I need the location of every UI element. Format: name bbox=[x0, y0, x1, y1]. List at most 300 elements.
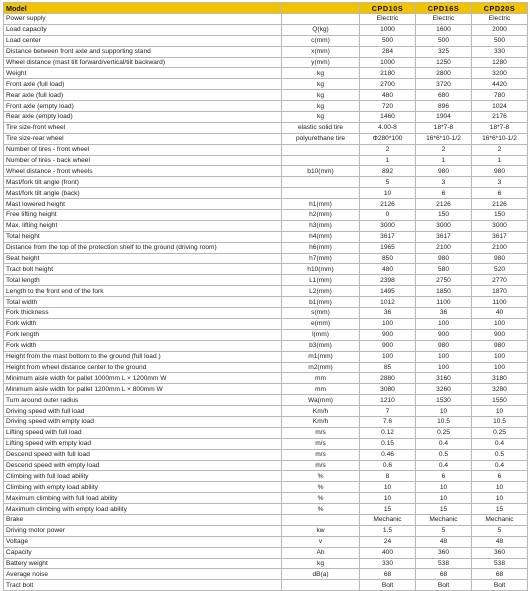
spec-value-cell: 330 bbox=[360, 558, 416, 569]
spec-unit-cell: elastic solid tire bbox=[282, 122, 360, 133]
spec-value-cell: 6 bbox=[472, 188, 528, 199]
spec-value-cell: 680 bbox=[416, 90, 472, 101]
spec-value-cell: 1100 bbox=[472, 297, 528, 308]
spec-value-cell: 2100 bbox=[472, 242, 528, 253]
spec-name-cell: Minimum aisle width for pallet 1000mm L × 1200mm W bbox=[4, 373, 282, 384]
spec-unit-cell: m/s bbox=[282, 460, 360, 471]
spec-table bbox=[3, 2, 528, 591]
spec-value-cell: 980 bbox=[472, 253, 528, 264]
spec-name-cell: Front axle (full load) bbox=[4, 79, 282, 90]
spec-value-cell: 1000 bbox=[360, 57, 416, 68]
spec-unit-cell: v bbox=[282, 536, 360, 547]
spec-name-cell: Maximum climbing with full load ability bbox=[4, 493, 282, 504]
spec-unit-cell bbox=[282, 155, 360, 166]
spec-value-cell: 1965 bbox=[360, 242, 416, 253]
spec-value-cell: 2 bbox=[416, 144, 472, 155]
spec-unit-cell: h6(mm) bbox=[282, 242, 360, 253]
spec-value-cell: 100 bbox=[360, 318, 416, 329]
spec-unit-cell: kg bbox=[282, 79, 360, 90]
spec-value-cell: 10 bbox=[472, 482, 528, 493]
spec-value-cell: 0 bbox=[360, 210, 416, 221]
spec-unit-cell: c(mm) bbox=[282, 35, 360, 46]
spec-name-cell: Distance between front axle and supporting stand bbox=[4, 46, 282, 57]
spec-unit-cell bbox=[282, 14, 360, 25]
spec-value-cell: 980 bbox=[416, 253, 472, 264]
spec-value-cell: Bolt bbox=[416, 580, 472, 591]
table-row bbox=[4, 264, 528, 275]
spec-value-cell: 2750 bbox=[416, 275, 472, 286]
spec-table-header bbox=[4, 3, 528, 14]
spec-value-cell: 500 bbox=[472, 35, 528, 46]
spec-unit-cell: m/s bbox=[282, 438, 360, 449]
spec-value-cell: 2 bbox=[360, 144, 416, 155]
spec-value-cell: 850 bbox=[360, 253, 416, 264]
spec-value-cell: 100 bbox=[472, 351, 528, 362]
table-row bbox=[4, 329, 528, 340]
spec-value-cell: 0.12 bbox=[360, 427, 416, 438]
table-row bbox=[4, 112, 528, 123]
table-row bbox=[4, 373, 528, 384]
spec-value-cell: 1100 bbox=[416, 297, 472, 308]
table-row bbox=[4, 24, 528, 35]
spec-value-cell: Mechanic bbox=[360, 514, 416, 525]
spec-value-cell: 892 bbox=[360, 166, 416, 177]
spec-value-cell: 85 bbox=[360, 362, 416, 373]
spec-value-cell: 8 bbox=[360, 471, 416, 482]
spec-value-cell: 6 bbox=[416, 188, 472, 199]
table-row bbox=[4, 220, 528, 231]
spec-value-cell: 0.25 bbox=[416, 427, 472, 438]
spec-value-cell: 6 bbox=[416, 471, 472, 482]
spec-value-cell: 538 bbox=[416, 558, 472, 569]
spec-value-cell: 2700 bbox=[360, 79, 416, 90]
spec-value-cell: 48 bbox=[472, 536, 528, 547]
spec-unit-cell: L1(mm) bbox=[282, 275, 360, 286]
spec-value-cell: 150 bbox=[416, 210, 472, 221]
spec-value-cell: 1550 bbox=[472, 395, 528, 406]
table-row bbox=[4, 308, 528, 319]
table-row bbox=[4, 427, 528, 438]
spec-value-cell: 3720 bbox=[416, 79, 472, 90]
spec-value-cell: 10.5 bbox=[472, 416, 528, 427]
spec-value-cell: 40 bbox=[472, 308, 528, 319]
model-column-header: CPD20S bbox=[472, 3, 528, 14]
spec-value-cell: 2 bbox=[472, 144, 528, 155]
spec-value-cell: 284 bbox=[360, 46, 416, 57]
spec-unit-cell: h1(mm) bbox=[282, 199, 360, 210]
spec-value-cell: 100 bbox=[360, 351, 416, 362]
spec-value-cell: 2176 bbox=[472, 112, 528, 123]
spec-value-cell: 1460 bbox=[360, 112, 416, 123]
spec-unit-cell: % bbox=[282, 471, 360, 482]
spec-value-cell: 1210 bbox=[360, 395, 416, 406]
spec-value-cell: Bolt bbox=[360, 580, 416, 591]
spec-name-cell: Number of tires - front wheel bbox=[4, 144, 282, 155]
table-row bbox=[4, 340, 528, 351]
spec-value-cell: 2000 bbox=[472, 24, 528, 35]
spec-value-cell: 980 bbox=[472, 340, 528, 351]
spec-value-cell: 1280 bbox=[472, 57, 528, 68]
spec-value-cell: 1.5 bbox=[360, 525, 416, 536]
spec-unit-cell: polyurethane tire bbox=[282, 133, 360, 144]
spec-value-cell: 0.4 bbox=[472, 438, 528, 449]
spec-unit-cell: % bbox=[282, 493, 360, 504]
spec-value-cell: 2880 bbox=[360, 373, 416, 384]
spec-value-cell: 3000 bbox=[472, 220, 528, 231]
spec-value-cell: 538 bbox=[472, 558, 528, 569]
spec-name-cell: Mast/fork tilt angle (front) bbox=[4, 177, 282, 188]
table-row bbox=[4, 558, 528, 569]
spec-unit-cell: h3(mm) bbox=[282, 220, 360, 231]
table-row bbox=[4, 395, 528, 406]
table-row bbox=[4, 275, 528, 286]
spec-value-cell: 3160 bbox=[416, 373, 472, 384]
spec-value-cell: 6 bbox=[472, 471, 528, 482]
spec-value-cell: 10 bbox=[360, 493, 416, 504]
model-header: Model bbox=[4, 3, 282, 14]
table-row bbox=[4, 504, 528, 515]
spec-value-cell: 325 bbox=[416, 46, 472, 57]
table-row bbox=[4, 384, 528, 395]
spec-unit-cell: kg bbox=[282, 558, 360, 569]
spec-value-cell: 10 bbox=[416, 493, 472, 504]
spec-value-cell: 5 bbox=[472, 525, 528, 536]
spec-value-cell: 3617 bbox=[472, 231, 528, 242]
table-row bbox=[4, 90, 528, 101]
spec-value-cell: 980 bbox=[416, 340, 472, 351]
spec-name-cell: Brake bbox=[4, 514, 282, 525]
spec-unit-cell: % bbox=[282, 482, 360, 493]
spec-unit-cell: e(mm) bbox=[282, 318, 360, 329]
spec-value-cell: 0.4 bbox=[472, 460, 528, 471]
spec-value-cell: 1495 bbox=[360, 286, 416, 297]
table-row bbox=[4, 482, 528, 493]
table-row bbox=[4, 253, 528, 264]
spec-unit-cell: kg bbox=[282, 68, 360, 79]
spec-value-cell: 5 bbox=[360, 177, 416, 188]
spec-value-cell: 1250 bbox=[416, 57, 472, 68]
spec-value-cell: 36 bbox=[360, 308, 416, 319]
table-row bbox=[4, 46, 528, 57]
spec-name-cell: Climbing with empty load ability bbox=[4, 482, 282, 493]
spec-unit-cell: Km/h bbox=[282, 406, 360, 417]
spec-value-cell: 900 bbox=[360, 329, 416, 340]
spec-value-cell: Electric bbox=[472, 14, 528, 25]
spec-value-cell: 0.46 bbox=[360, 449, 416, 460]
table-row bbox=[4, 536, 528, 547]
table-row bbox=[4, 449, 528, 460]
spec-name-cell: Tire size-front wheel bbox=[4, 122, 282, 133]
spec-unit-cell: l(mm) bbox=[282, 329, 360, 340]
spec-value-cell: 3617 bbox=[360, 231, 416, 242]
spec-name-cell: Minimum aisle width for pallet 1200mm L × 800mm W bbox=[4, 384, 282, 395]
spec-value-cell: 1870 bbox=[472, 286, 528, 297]
table-row bbox=[4, 210, 528, 221]
spec-value-cell: 3000 bbox=[360, 220, 416, 231]
spec-name-cell: Capacity bbox=[4, 547, 282, 558]
spec-name-cell: Load capacity bbox=[4, 24, 282, 35]
table-row bbox=[4, 416, 528, 427]
spec-name-cell: Tire size-rear wheel bbox=[4, 133, 282, 144]
table-row bbox=[4, 286, 528, 297]
spec-unit-cell: kg bbox=[282, 112, 360, 123]
spec-value-cell: 900 bbox=[472, 329, 528, 340]
spec-value-cell: 0.5 bbox=[416, 449, 472, 460]
spec-name-cell: Fork width bbox=[4, 318, 282, 329]
spec-unit-cell: h4(mm) bbox=[282, 231, 360, 242]
spec-value-cell: 68 bbox=[416, 569, 472, 580]
spec-name-cell: Total width bbox=[4, 297, 282, 308]
spec-value-cell: 2126 bbox=[472, 199, 528, 210]
spec-value-cell: 330 bbox=[472, 46, 528, 57]
table-row bbox=[4, 155, 528, 166]
spec-unit-cell: Ah bbox=[282, 547, 360, 558]
spec-value-cell: 980 bbox=[472, 166, 528, 177]
spec-name-cell: Load center bbox=[4, 35, 282, 46]
spec-value-cell: 7 bbox=[360, 406, 416, 417]
spec-unit-cell: h2(mm) bbox=[282, 210, 360, 221]
spec-unit-cell: dB(a) bbox=[282, 569, 360, 580]
table-row bbox=[4, 471, 528, 482]
spec-value-cell: 7.6 bbox=[360, 416, 416, 427]
spec-value-cell: 3280 bbox=[472, 384, 528, 395]
spec-value-cell: 0.15 bbox=[360, 438, 416, 449]
spec-name-cell: Descend speed with empty load bbox=[4, 460, 282, 471]
spec-name-cell: Free lifting height bbox=[4, 210, 282, 221]
spec-name-cell: Descend speed with full load bbox=[4, 449, 282, 460]
spec-value-cell: 100 bbox=[416, 351, 472, 362]
spec-value-cell: 100 bbox=[416, 318, 472, 329]
spec-value-cell: 4420 bbox=[472, 79, 528, 90]
spec-value-cell: 68 bbox=[472, 569, 528, 580]
spec-value-cell: 720 bbox=[360, 101, 416, 112]
spec-value-cell: 480 bbox=[360, 90, 416, 101]
spec-value-cell: 1 bbox=[360, 155, 416, 166]
spec-value-cell: 18*7-8 bbox=[472, 122, 528, 133]
table-row bbox=[4, 493, 528, 504]
spec-name-cell: Mast/fork tilt angle (back) bbox=[4, 188, 282, 199]
spec-unit-cell: m/s bbox=[282, 427, 360, 438]
spec-value-cell: 580 bbox=[416, 264, 472, 275]
spec-name-cell: Rear axle (empty load) bbox=[4, 112, 282, 123]
spec-name-cell: Turn around outer radius bbox=[4, 395, 282, 406]
spec-value-cell: 980 bbox=[416, 166, 472, 177]
table-row bbox=[4, 231, 528, 242]
spec-value-cell: 896 bbox=[416, 101, 472, 112]
spec-name-cell: Total length bbox=[4, 275, 282, 286]
spec-name-cell: Max. lifting height bbox=[4, 220, 282, 231]
spec-value-cell: 2126 bbox=[416, 199, 472, 210]
spec-unit-cell: m1(mm) bbox=[282, 351, 360, 362]
spec-unit-cell: b10(mm) bbox=[282, 166, 360, 177]
table-row bbox=[4, 569, 528, 580]
spec-name-cell: Voltage bbox=[4, 536, 282, 547]
spec-unit-cell: Km/h bbox=[282, 416, 360, 427]
spec-name-cell: Seat height bbox=[4, 253, 282, 264]
spec-value-cell: 500 bbox=[416, 35, 472, 46]
spec-value-cell: 0.4 bbox=[416, 438, 472, 449]
table-row bbox=[4, 35, 528, 46]
spec-unit-cell bbox=[282, 580, 360, 591]
spec-value-cell: 900 bbox=[416, 329, 472, 340]
spec-name-cell: Wheel distance - front wheels bbox=[4, 166, 282, 177]
spec-value-cell: 24 bbox=[360, 536, 416, 547]
model-column-header: CPD10S bbox=[360, 3, 416, 14]
spec-value-cell: 520 bbox=[472, 264, 528, 275]
spec-value-cell: 16*6*10-1/2 bbox=[416, 133, 472, 144]
spec-name-cell: Rear axle (full load) bbox=[4, 90, 282, 101]
spec-value-cell: 2180 bbox=[360, 68, 416, 79]
table-row bbox=[4, 166, 528, 177]
spec-value-cell: 48 bbox=[416, 536, 472, 547]
spec-value-cell: Φ280*100 bbox=[360, 133, 416, 144]
spec-value-cell: 3260 bbox=[416, 384, 472, 395]
spec-name-cell: Driving speed with empty load bbox=[4, 416, 282, 427]
spec-value-cell: 10 bbox=[360, 482, 416, 493]
spec-name-cell: Fork thickness bbox=[4, 308, 282, 319]
spec-value-cell: 1024 bbox=[472, 101, 528, 112]
spec-value-cell: 10.5 bbox=[416, 416, 472, 427]
spec-value-cell: 1000 bbox=[360, 24, 416, 35]
table-row bbox=[4, 68, 528, 79]
spec-name-cell: Power supply bbox=[4, 14, 282, 25]
spec-name-cell: Distance from the top of the protection shelf to the ground (driving room) bbox=[4, 242, 282, 253]
spec-name-cell: Height from wheel distance center to the ground bbox=[4, 362, 282, 373]
spec-name-cell: Average noise bbox=[4, 569, 282, 580]
spec-value-cell: 10 bbox=[472, 493, 528, 504]
spec-value-cell: 2100 bbox=[416, 242, 472, 253]
spec-value-cell: 100 bbox=[416, 362, 472, 373]
spec-value-cell: 1012 bbox=[360, 297, 416, 308]
spec-unit-cell: m/s bbox=[282, 449, 360, 460]
spec-name-cell: Climbing with full load ability bbox=[4, 471, 282, 482]
spec-unit-cell: h10(mm) bbox=[282, 264, 360, 275]
spec-unit-cell: y(mm) bbox=[282, 57, 360, 68]
spec-value-cell: 3617 bbox=[416, 231, 472, 242]
table-row bbox=[4, 547, 528, 558]
spec-value-cell: 4.00-8 bbox=[360, 122, 416, 133]
spec-unit-cell: b3(mm) bbox=[282, 340, 360, 351]
table-row bbox=[4, 514, 528, 525]
table-row bbox=[4, 351, 528, 362]
table-row bbox=[4, 177, 528, 188]
spec-value-cell: 36 bbox=[416, 308, 472, 319]
spec-name-cell: Tract bolt bbox=[4, 580, 282, 591]
table-row bbox=[4, 318, 528, 329]
spec-unit-cell bbox=[282, 514, 360, 525]
table-row bbox=[4, 362, 528, 373]
spec-value-cell: 100 bbox=[472, 318, 528, 329]
spec-value-cell: 3180 bbox=[472, 373, 528, 384]
spec-name-cell: Number of tires - back wheel bbox=[4, 155, 282, 166]
spec-value-cell: 150 bbox=[472, 210, 528, 221]
spec-value-cell: 360 bbox=[416, 547, 472, 558]
spec-value-cell: 1904 bbox=[416, 112, 472, 123]
spec-value-cell: 0.6 bbox=[360, 460, 416, 471]
model-column-header: CPD16S bbox=[416, 3, 472, 14]
spec-value-cell: Bolt bbox=[472, 580, 528, 591]
spec-value-cell: 400 bbox=[360, 547, 416, 558]
spec-unit-cell: b1(mm) bbox=[282, 297, 360, 308]
spec-name-cell: Battery weight bbox=[4, 558, 282, 569]
spec-unit-cell: Wa(mm) bbox=[282, 395, 360, 406]
table-row bbox=[4, 199, 528, 210]
spec-unit-cell: h7(mm) bbox=[282, 253, 360, 264]
spec-name-cell: Driving speed with full load bbox=[4, 406, 282, 417]
spec-value-cell: 3000 bbox=[416, 220, 472, 231]
spec-value-cell: 15 bbox=[472, 504, 528, 515]
spec-value-cell: 2800 bbox=[416, 68, 472, 79]
spec-value-cell: 2398 bbox=[360, 275, 416, 286]
spec-name-cell: Tract bolt height bbox=[4, 264, 282, 275]
spec-value-cell: 1530 bbox=[416, 395, 472, 406]
spec-unit-cell: L2(mm) bbox=[282, 286, 360, 297]
spec-value-cell: 500 bbox=[360, 35, 416, 46]
table-row bbox=[4, 57, 528, 68]
spec-value-cell: 480 bbox=[360, 264, 416, 275]
spec-value-cell: 68 bbox=[360, 569, 416, 580]
table-row bbox=[4, 406, 528, 417]
spec-value-cell: 2770 bbox=[472, 275, 528, 286]
spec-value-cell: Electric bbox=[416, 14, 472, 25]
spec-unit-cell: mm bbox=[282, 373, 360, 384]
spec-table-body bbox=[4, 14, 528, 591]
spec-unit-cell: kw bbox=[282, 525, 360, 536]
spec-unit-cell: Q(kg) bbox=[282, 24, 360, 35]
spec-unit-cell bbox=[282, 144, 360, 155]
spec-value-cell: 5 bbox=[416, 525, 472, 536]
spec-unit-cell bbox=[282, 188, 360, 199]
spec-unit-cell bbox=[282, 177, 360, 188]
spec-name-cell: Height from the mast bottom to the ground (full load ) bbox=[4, 351, 282, 362]
spec-value-cell: Mechanic bbox=[472, 514, 528, 525]
table-row bbox=[4, 525, 528, 536]
spec-unit-cell: s(mm) bbox=[282, 308, 360, 319]
table-row bbox=[4, 122, 528, 133]
spec-value-cell: 2126 bbox=[360, 199, 416, 210]
spec-value-cell: 360 bbox=[472, 547, 528, 558]
spec-value-cell: 3 bbox=[472, 177, 528, 188]
spec-name-cell: Length to the front end of the fork bbox=[4, 286, 282, 297]
spec-name-cell: Fork width bbox=[4, 340, 282, 351]
spec-value-cell: 15 bbox=[360, 504, 416, 515]
spec-value-cell: 10 bbox=[360, 188, 416, 199]
spec-value-cell: 10 bbox=[416, 406, 472, 417]
spec-unit-cell: kg bbox=[282, 90, 360, 101]
table-row bbox=[4, 460, 528, 471]
table-row bbox=[4, 14, 528, 25]
table-row bbox=[4, 79, 528, 90]
spec-value-cell: Mechanic bbox=[416, 514, 472, 525]
spec-value-cell: 10 bbox=[416, 482, 472, 493]
spec-value-cell: 18*7-8 bbox=[416, 122, 472, 133]
spec-value-cell: 1 bbox=[472, 155, 528, 166]
table-row bbox=[4, 438, 528, 449]
table-row bbox=[4, 580, 528, 591]
spec-name-cell: Driving motor power bbox=[4, 525, 282, 536]
spec-value-cell: 0.25 bbox=[472, 427, 528, 438]
spec-unit-cell: m2(mm) bbox=[282, 362, 360, 373]
spec-name-cell: Fork length bbox=[4, 329, 282, 340]
spec-unit-cell: % bbox=[282, 504, 360, 515]
spec-unit-cell: mm bbox=[282, 384, 360, 395]
table-row bbox=[4, 144, 528, 155]
spec-name-cell: Maximum climbing with empty load ability bbox=[4, 504, 282, 515]
spec-table-container bbox=[3, 2, 527, 591]
spec-value-cell: 780 bbox=[472, 90, 528, 101]
table-row bbox=[4, 133, 528, 144]
spec-name-cell: Total height bbox=[4, 231, 282, 242]
